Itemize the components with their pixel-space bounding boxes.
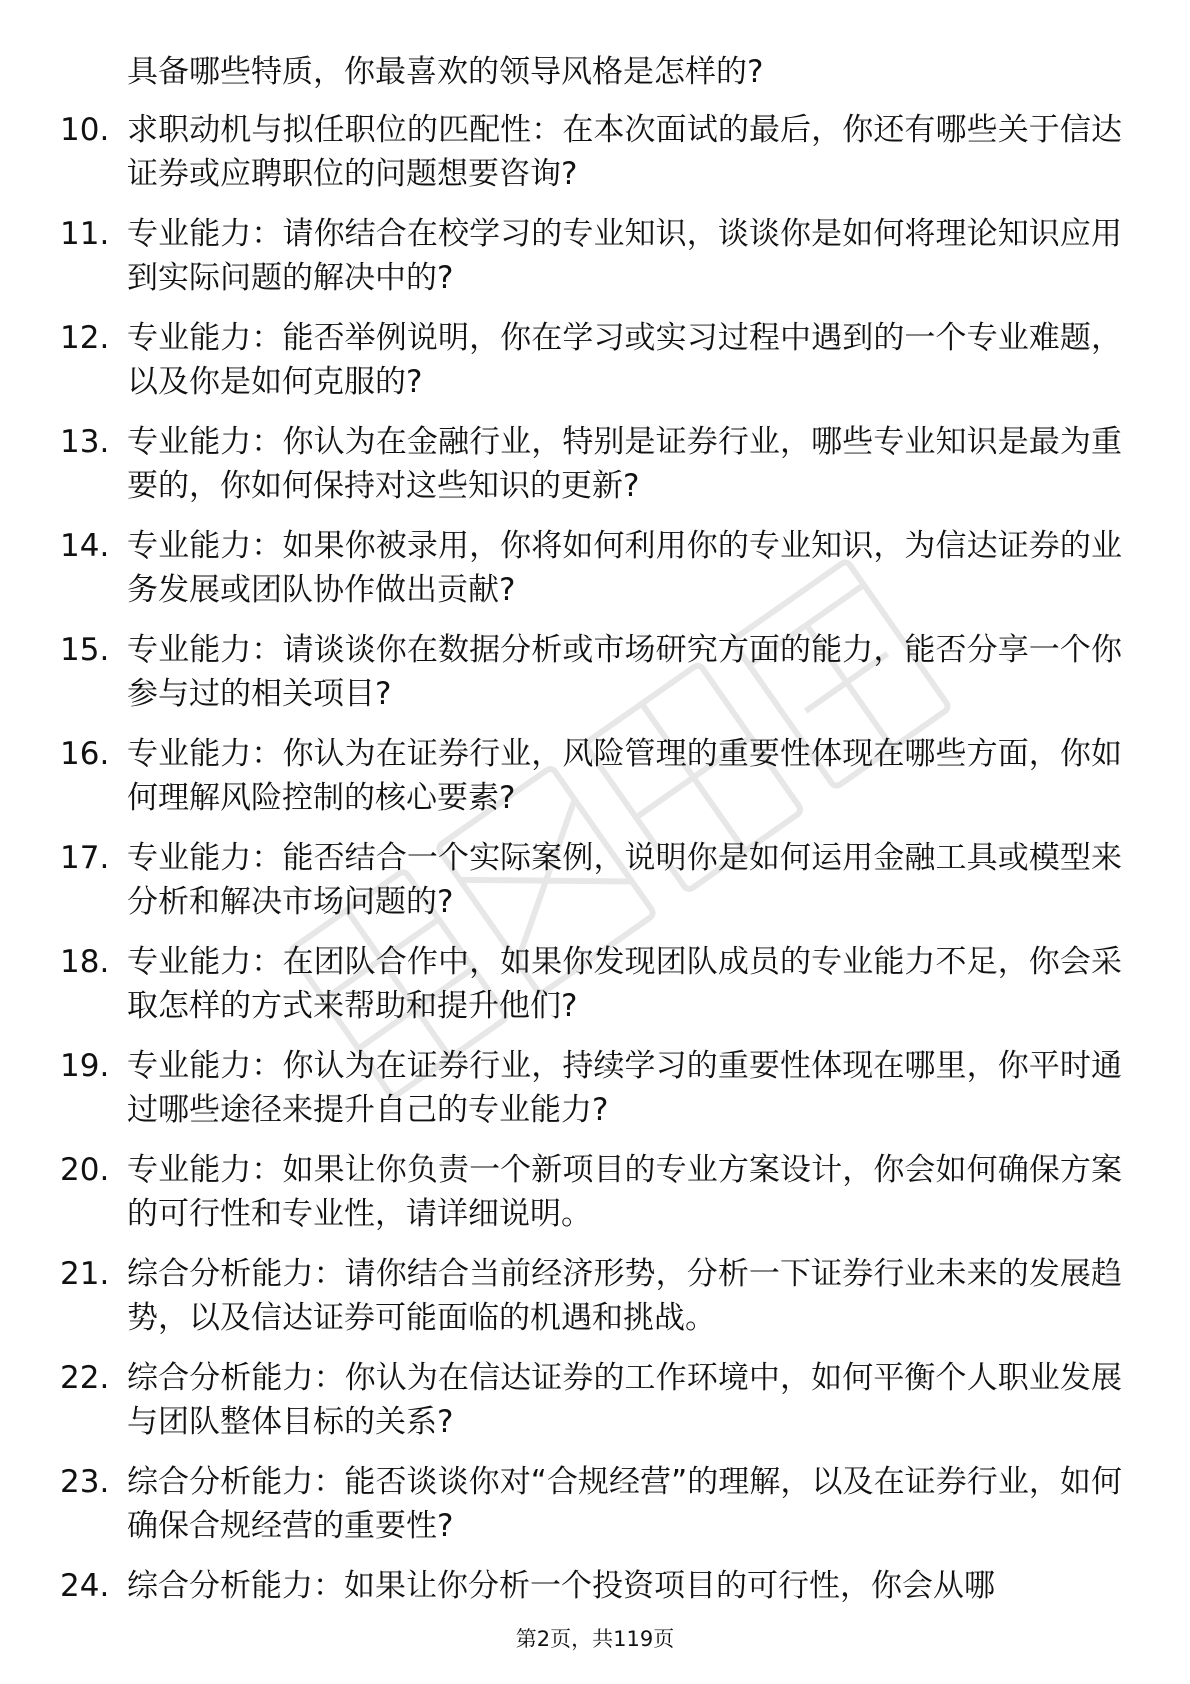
question-number: 18.	[60, 944, 110, 980]
question-number: 11.	[60, 216, 110, 252]
question-text: 求职动机与拟任职位的匹配性：在本次面试的最后，你还有哪些关于信达证券或应聘职位的问题想要咨询?	[127, 112, 1122, 192]
question-number: 20.	[60, 1152, 110, 1188]
question-text: 专业能力：你认为在证券行业，持续学习的重要性体现在哪里，你平时通过哪些途径来提升自己的专业能力?	[127, 1048, 1122, 1128]
list-item	[0, 1460, 1190, 1564]
question-text: 专业能力：如果你被录用，你将如何利用你的专业知识，为信达证券的业务发展或团队协作做出贡献?	[127, 528, 1122, 608]
list-item	[0, 628, 1190, 732]
question-number: 17.	[60, 840, 110, 876]
question-number: 24.	[60, 1568, 110, 1604]
list-item	[0, 1252, 1190, 1356]
list-item	[0, 420, 1190, 524]
question-text: 专业能力：能否结合一个实际案例，说明你是如何运用金融工具或模型来分析和解决市场问题的?	[127, 840, 1122, 920]
question-text: 专业能力：请谈谈你在数据分析或市场研究方面的能力，能否分享一个你参与过的相关项目?	[127, 632, 1122, 712]
list-item	[0, 732, 1190, 836]
list-item	[0, 524, 1190, 628]
question-number: 19.	[60, 1048, 110, 1084]
question-text: 专业能力：在团队合作中，如果你发现团队成员的专业能力不足，你会采取怎样的方式来帮助和提升他们?	[127, 944, 1122, 1024]
list-item	[0, 940, 1190, 1044]
list-item	[0, 1044, 1190, 1148]
page-footer: 第2页，共119页	[515, 1627, 675, 1651]
list-item	[0, 108, 1190, 212]
question-text: 专业能力：请你结合在校学习的专业知识，谈谈你是如何将理论知识应用到实际问题的解决中的?	[127, 216, 1122, 296]
question-text: 专业能力：能否举例说明，你在学习或实习过程中遇到的一个专业难题，以及你是如何克服的?	[127, 320, 1122, 400]
question-number: 13.	[60, 424, 110, 460]
list-item	[0, 1356, 1190, 1460]
continued-question-text: 具备哪些特质，你最喜欢的领导风格是怎样的?	[127, 54, 764, 90]
question-number: 21.	[60, 1256, 110, 1292]
list-item	[0, 316, 1190, 420]
question-text: 综合分析能力：能否谈谈你对“合规经营”的理解，以及在证券行业，如何确保合规经营的重要性?	[127, 1464, 1122, 1544]
list-item	[0, 212, 1190, 316]
question-text: 专业能力：如果让你负责一个新项目的专业方案设计，你会如何确保方案的可行性和专业性，请详细说明。	[127, 1152, 1122, 1232]
list-item	[0, 836, 1190, 940]
list-item	[0, 1148, 1190, 1252]
question-text: 综合分析能力：请你结合当前经济形势，分析一下证券行业未来的发展趋势，以及信达证券可能面临的机遇和挑战。	[127, 1256, 1122, 1336]
question-number: 16.	[60, 736, 110, 772]
question-text: 综合分析能力：如果让你分析一个投资项目的可行性，你会从哪	[127, 1568, 995, 1604]
question-text: 专业能力：你认为在证券行业，风险管理的重要性体现在哪些方面，你如何理解风险控制的核心要素?	[127, 736, 1122, 816]
question-number: 23.	[60, 1464, 110, 1500]
question-number: 14.	[60, 528, 110, 564]
question-number: 12.	[60, 320, 110, 356]
question-list	[0, 108, 1190, 1668]
question-number: 10.	[60, 112, 110, 148]
question-number: 22.	[60, 1360, 110, 1396]
question-number: 15.	[60, 632, 110, 668]
question-text: 综合分析能力：你认为在信达证券的工作环境中，如何平衡个人职业发展与团队整体目标的关系?	[127, 1360, 1122, 1440]
question-text: 专业能力：你认为在金融行业，特别是证券行业，哪些专业知识是最为重要的，你如何保持对这些知识的更新?	[127, 424, 1122, 504]
